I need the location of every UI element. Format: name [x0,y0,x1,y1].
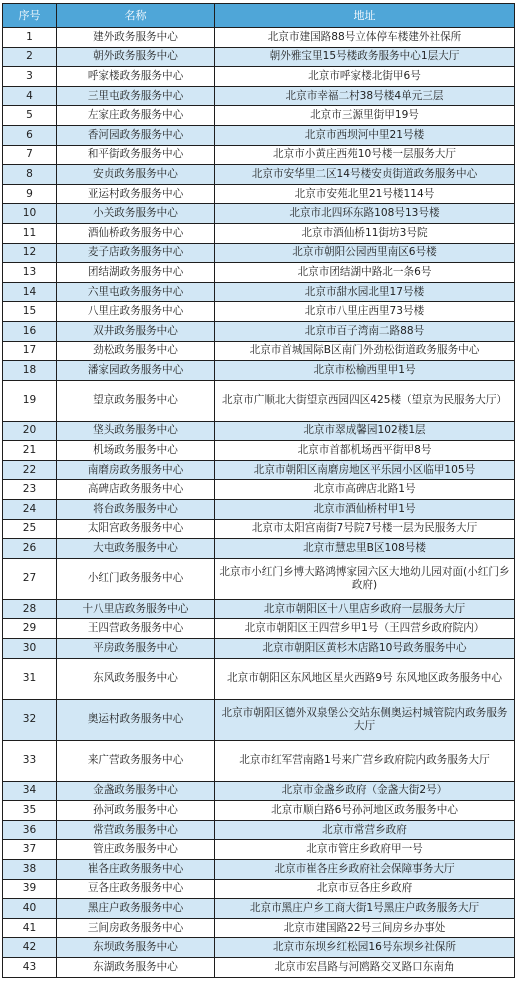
cell-name: 崔各庄政务服务中心 [57,860,215,880]
cell-name: 潘家园政务服务中心 [57,361,215,381]
cell-name: 劲松政务服务中心 [57,341,215,361]
service-center-table-container [2,3,514,978]
cell-address: 北京市广顺北大街望京西园四区425楼（望京为民服务大厅） [215,380,515,421]
cell-address: 北京市东坝乡红松园16号东坝乡社保所 [215,938,515,958]
table-row [3,658,515,699]
table-row [3,125,515,145]
cell-name: 奥运村政务服务中心 [57,699,215,740]
cell-serial-number: 24 [3,500,57,520]
cell-name: 南磨房政务服务中心 [57,460,215,480]
table-header-row [3,4,515,28]
cell-serial-number: 18 [3,361,57,381]
table-row [3,106,515,126]
cell-serial-number: 22 [3,460,57,480]
cell-name: 机场政务服务中心 [57,441,215,461]
cell-name: 双井政务服务中心 [57,321,215,341]
table-row [3,223,515,243]
cell-serial-number: 7 [3,145,57,165]
table-row [3,860,515,880]
cell-serial-number: 11 [3,223,57,243]
header-serial-number: 序号 [3,4,57,28]
cell-address: 北京市朝阳区南磨房地区平乐园小区临甲105号 [215,460,515,480]
cell-serial-number: 27 [3,558,57,599]
cell-address: 北京市建国路88号立体停车楼建外社保所 [215,28,515,48]
cell-address: 北京市松榆西里甲1号 [215,361,515,381]
cell-name: 三里屯政务服务中心 [57,86,215,106]
cell-name: 王四营政务服务中心 [57,619,215,639]
cell-address: 北京市高碑店北路1号 [215,480,515,500]
table-row [3,67,515,87]
cell-name: 平房政务服务中心 [57,639,215,659]
cell-serial-number: 10 [3,204,57,224]
cell-serial-number: 14 [3,282,57,302]
table-row [3,460,515,480]
cell-serial-number: 17 [3,341,57,361]
cell-address: 北京市顺白路6号孙河地区政务服务中心 [215,801,515,821]
table-row [3,539,515,559]
cell-name: 黑庄户政务服务中心 [57,899,215,919]
cell-name: 东坝政务服务中心 [57,938,215,958]
cell-address: 北京市金盏乡政府（金盏大街2号） [215,781,515,801]
cell-serial-number: 38 [3,860,57,880]
cell-serial-number: 32 [3,699,57,740]
cell-serial-number: 4 [3,86,57,106]
table-row [3,519,515,539]
cell-serial-number: 21 [3,441,57,461]
cell-address: 朝外雅宝里15号楼政务服务中心1层大厅 [215,47,515,67]
cell-name: 将台政务服务中心 [57,500,215,520]
cell-address: 北京市太阳宫南街7号院7号楼一层为民服务大厅 [215,519,515,539]
table-row [3,86,515,106]
cell-serial-number: 29 [3,619,57,639]
table-row [3,165,515,185]
cell-serial-number: 2 [3,47,57,67]
cell-name: 常营政务服务中心 [57,820,215,840]
table-row [3,145,515,165]
cell-address: 北京市安苑北里21号楼114号 [215,184,515,204]
table-row [3,380,515,421]
table-row [3,204,515,224]
cell-serial-number: 23 [3,480,57,500]
cell-address: 北京市崔各庄乡政府社会保障事务大厅 [215,860,515,880]
cell-serial-number: 33 [3,740,57,781]
table-row [3,899,515,919]
table-row [3,801,515,821]
cell-address: 北京市团结湖中路北一条6号 [215,263,515,283]
cell-name: 左家庄政务服务中心 [57,106,215,126]
cell-address: 北京市小红门乡博大路鸿博家园六区大地幼儿园对面(小红门乡政府) [215,558,515,599]
cell-address: 北京市翠成馨园102楼1层 [215,421,515,441]
cell-serial-number: 16 [3,321,57,341]
cell-serial-number: 13 [3,263,57,283]
cell-serial-number: 40 [3,899,57,919]
cell-name: 亚运村政务服务中心 [57,184,215,204]
cell-name: 团结湖政务服务中心 [57,263,215,283]
cell-name: 和平街政务服务中心 [57,145,215,165]
table-row [3,184,515,204]
cell-name: 三间房政务服务中心 [57,918,215,938]
cell-address: 北京市朝阳区黄杉木店路10号政务服务中心 [215,639,515,659]
table-row [3,243,515,263]
cell-name: 金盏政务服务中心 [57,781,215,801]
cell-address: 北京市首都机场西平街甲8号 [215,441,515,461]
cell-serial-number: 12 [3,243,57,263]
cell-serial-number: 43 [3,957,57,977]
cell-address: 北京市豆各庄乡政府 [215,879,515,899]
cell-serial-number: 39 [3,879,57,899]
table-row [3,302,515,322]
cell-address: 北京市三源里街甲19号 [215,106,515,126]
cell-name: 呼家楼政务服务中心 [57,67,215,87]
cell-address: 北京市八里庄西里73号楼 [215,302,515,322]
cell-address: 北京市幸福二村38号楼4单元三层 [215,86,515,106]
table-row [3,361,515,381]
cell-name: 建外政务服务中心 [57,28,215,48]
cell-serial-number: 6 [3,125,57,145]
cell-address: 北京市红军营南路1号来广营乡政府院内政务服务大厅 [215,740,515,781]
cell-name: 东风政务服务中心 [57,658,215,699]
cell-serial-number: 37 [3,840,57,860]
cell-name: 八里庄政务服务中心 [57,302,215,322]
cell-address: 北京市小黄庄西苑10号楼一层服务大厅 [215,145,515,165]
table-row [3,820,515,840]
cell-serial-number: 5 [3,106,57,126]
cell-name: 十八里店政务服务中心 [57,599,215,619]
cell-name: 太阳宫政务服务中心 [57,519,215,539]
cell-name: 豆各庄政务服务中心 [57,879,215,899]
table-row [3,699,515,740]
table-row [3,282,515,302]
cell-name: 孙河政务服务中心 [57,801,215,821]
cell-serial-number: 31 [3,658,57,699]
cell-name: 来广营政务服务中心 [57,740,215,781]
table-row [3,263,515,283]
cell-serial-number: 35 [3,801,57,821]
cell-serial-number: 3 [3,67,57,87]
cell-address: 北京市朝阳区王四营乡甲1号（王四营乡政府院内） [215,619,515,639]
header-name: 名称 [57,4,215,28]
cell-serial-number: 25 [3,519,57,539]
table-row [3,639,515,659]
table-row [3,879,515,899]
cell-address: 北京市首城国际B区南门外劲松街道政务服务中心 [215,341,515,361]
cell-serial-number: 19 [3,380,57,421]
cell-name: 小红门政务服务中心 [57,558,215,599]
table-row [3,740,515,781]
cell-address: 北京市朝阳区东风地区星火西路9号 东风地区政务服务中心 [215,658,515,699]
cell-address: 北京市酒仙桥村甲1号 [215,500,515,520]
cell-name: 望京政务服务中心 [57,380,215,421]
cell-serial-number: 28 [3,599,57,619]
cell-serial-number: 1 [3,28,57,48]
cell-address: 北京市西坝河中里21号楼 [215,125,515,145]
table-row [3,28,515,48]
cell-address: 北京市呼家楼北街甲6号 [215,67,515,87]
table-row [3,500,515,520]
table-row [3,840,515,860]
cell-name: 朝外政务服务中心 [57,47,215,67]
cell-serial-number: 36 [3,820,57,840]
cell-address: 北京市黑庄户乡工商大街1号黑庄户政务服务大厅 [215,899,515,919]
cell-serial-number: 30 [3,639,57,659]
cell-serial-number: 15 [3,302,57,322]
cell-address: 北京市朝阳公园西里南区6号楼 [215,243,515,263]
cell-name: 香河园政务服务中心 [57,125,215,145]
cell-address: 北京市朝阳区德外双泉堡公交站东侧奥运村城管院内政务服务大厅 [215,699,515,740]
cell-address: 北京市朝阳区十八里店乡政府一层服务大厅 [215,599,515,619]
cell-address: 北京市常营乡政府 [215,820,515,840]
cell-serial-number: 9 [3,184,57,204]
cell-serial-number: 41 [3,918,57,938]
table-row [3,47,515,67]
table-row [3,321,515,341]
cell-address: 北京市北四环东路108号13号楼 [215,204,515,224]
table-row [3,480,515,500]
table-row [3,781,515,801]
cell-address: 北京市酒仙桥11街坊3号院 [215,223,515,243]
cell-name: 高碑店政务服务中心 [57,480,215,500]
cell-address: 北京市建国路22号三间房乡办事处 [215,918,515,938]
cell-name: 大屯政务服务中心 [57,539,215,559]
cell-serial-number: 8 [3,165,57,185]
cell-address: 北京市管庄乡政府甲一号 [215,840,515,860]
cell-name: 安贞政务服务中心 [57,165,215,185]
table-row [3,599,515,619]
cell-address: 北京市宏昌路与河鸥路交叉路口东南角 [215,957,515,977]
cell-address: 北京市安华里二区14号楼安贞街道政务服务中心 [215,165,515,185]
table-row [3,918,515,938]
cell-address: 北京市慧忠里B区108号楼 [215,539,515,559]
header-address: 地址 [215,4,515,28]
cell-name: 六里屯政务服务中心 [57,282,215,302]
table-row [3,957,515,977]
table-row [3,341,515,361]
table-row [3,938,515,958]
table-row [3,421,515,441]
cell-serial-number: 34 [3,781,57,801]
cell-address: 北京市百子湾南二路88号 [215,321,515,341]
cell-name: 酒仙桥政务服务中心 [57,223,215,243]
table-body [3,28,515,978]
cell-name: 麦子店政务服务中心 [57,243,215,263]
table-row [3,441,515,461]
cell-name: 管庄政务服务中心 [57,840,215,860]
cell-serial-number: 20 [3,421,57,441]
cell-name: 垡头政务服务中心 [57,421,215,441]
cell-address: 北京市甜水园北里17号楼 [215,282,515,302]
cell-serial-number: 42 [3,938,57,958]
cell-serial-number: 26 [3,539,57,559]
table-row [3,558,515,599]
service-center-table [2,3,515,978]
cell-name: 小关政务服务中心 [57,204,215,224]
table-row [3,619,515,639]
cell-name: 东湖政务服务中心 [57,957,215,977]
